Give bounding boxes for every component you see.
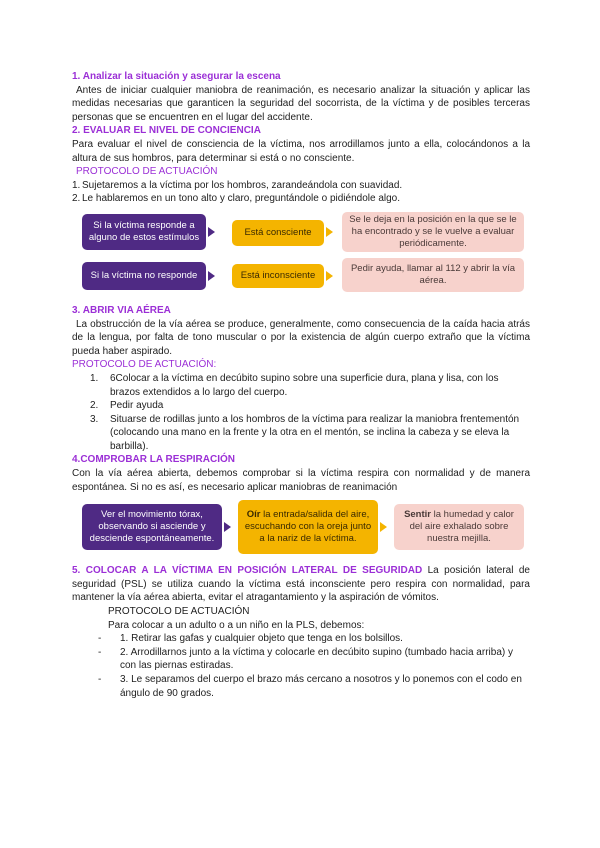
- see-box: Ver el movimiento tórax, observando si asciende y desciende espontáneamente.: [82, 504, 222, 550]
- list-item: [72, 372, 530, 399]
- section-5-steps: [72, 632, 530, 700]
- hear-box: [238, 500, 378, 554]
- section-5-protocol: PROTOCOLO DE ACTUACIÓN: [108, 606, 250, 618]
- step-text: Pedir ayuda: [110, 400, 164, 412]
- arrow-right-icon: [326, 271, 333, 281]
- flow-condition-box: Si la víctima no responde: [82, 262, 206, 290]
- step-text: Le hablaremos en un tono alto y claro, preguntándole o pidiéndole algo.: [82, 193, 401, 205]
- arrow-right-icon: [224, 522, 231, 532]
- section-2-protocol: PROTOCOLO DE ACTUACIÓN: [76, 166, 218, 178]
- feel-box: [394, 504, 524, 550]
- step-number: 1.: [72, 179, 81, 191]
- section-4-body: Con la vía aérea abierta, debemos comprobar si la víctima respira con normalidad y de manera espontánea. Si no es así, es necesario aplicar maniobras de reanimación: [72, 468, 530, 493]
- flow-action-box: Se le deja en la posición en la que se le ha encontrado y se le vuelve a evaluar periódicamente.: [342, 212, 524, 252]
- arrow-right-icon: [208, 271, 215, 281]
- step-number: 2.: [72, 193, 81, 205]
- list-item: [72, 646, 530, 673]
- step-text: 6Colocar a la víctima en decúbito supino sobre una superficie dura, plana y lisa, con los brazos extendidos a lo largo del cuerpo.: [110, 372, 499, 398]
- feel-label: Sentir: [404, 509, 431, 521]
- step-number: 3.: [90, 413, 99, 425]
- hear-label: Oír: [246, 509, 261, 521]
- step-bullet: -: [98, 646, 102, 658]
- flow-state-box: Está inconsciente: [232, 264, 324, 288]
- arrow-right-icon: [380, 522, 387, 532]
- section-3-body: La obstrucción de la vía aérea se produce, generalmente, como consecuencia de la caída hacia atrás de la lengua, por falta de tono muscular o por la existencia de algún cuerpo extraño que la víctima pueda haber aspirado.: [72, 318, 530, 357]
- step-bullet: -: [98, 674, 102, 685]
- section-2-steps: [72, 179, 530, 206]
- step-text: 3. Le separamos del cuerpo el brazo más cercano a nosotros y lo ponemos con el codo en ángulo de 90 grados.: [120, 674, 522, 699]
- flow-action-box: Pedir ayuda, llamar al 112 y abrir la vía aérea.: [342, 258, 524, 292]
- section-2-body: Para evaluar el nivel de consciencia de la víctima, nos arrodillamos junto a ella, colocándonos a la altura de sus hombros, para determinar si está o no consciente.: [72, 138, 530, 164]
- feel-text: la humedad y calor del aire exhalado sobre nuestra mejilla.: [409, 509, 514, 545]
- consciousness-flow-row-2: [72, 258, 530, 294]
- step-text: 2. Arrodillarnos junto a la víctima y colocarle en decúbito supino (tumbado hacia arriba) y con las piernas estiradas.: [120, 646, 513, 672]
- document-page: [72, 70, 530, 700]
- list-item: [72, 399, 530, 413]
- step-text: Situarse de rodillas junto a los hombros de la víctima para realizar la maniobra frentementón (colocando una mano en la frente y la otra en el mentón, se inclina la cabeza y se eleva la barbilla).: [110, 413, 520, 452]
- section-1-heading: 1. Analizar la situación y asegurar la escena: [72, 71, 281, 82]
- section-1-body: Antes de iniciar cualquier maniobra de reanimación, es necesario analizar la situación y aplicar las medidas necesarias que garanticen la seguridad del socorrista, de la víctima y de posibles terceras personas que se encuentren en el lugar del accidente.: [72, 84, 530, 123]
- section-5-paragraph: [72, 564, 530, 605]
- list-item: [72, 413, 530, 454]
- step-text: 1. Retirar las gafas y cualquier objeto que tenga en los bolsillos.: [120, 633, 403, 645]
- step-bullet: -: [98, 633, 102, 645]
- list-item: [72, 673, 530, 700]
- section-3-steps: [72, 372, 530, 454]
- section-5-body: La posición lateral de seguridad (PSL) se utiliza cuando la víctima está inconsciente pero respira con normalidad, para mantener la vía aérea abierta, evitar el atragantamiento y la aspiración de vómitos.: [72, 565, 530, 604]
- breathing-check-flow: [72, 500, 530, 556]
- step-number: 1.: [90, 372, 99, 384]
- hear-text: la entrada/salida del aire, escuchando con la oreja junto a la nariz de la víctima.: [244, 509, 372, 545]
- section-2-heading: 2. EVALUAR EL NIVEL DE CONCIENCIA: [72, 125, 261, 137]
- section-5-intro: Para colocar a un adulto o a un niño en la PLS, debemos:: [108, 619, 365, 631]
- section-5-heading: 5. COLOCAR A LA VÍCTIMA EN POSICIÓN LATERAL DE SEGURIDAD: [72, 565, 423, 577]
- list-item: [72, 179, 530, 193]
- flow-condition-box: Si la víctima responde a alguno de estos estímulos: [82, 214, 206, 250]
- flow-state-box: Está consciente: [232, 220, 324, 246]
- step-text: Sujetaremos a la víctima por los hombros, zarandeándola con suavidad.: [82, 179, 403, 191]
- consciousness-flow-row-1: [72, 212, 530, 254]
- section-4-heading: 4.COMPROBAR LA RESPIRACIÓN: [72, 454, 235, 466]
- arrow-right-icon: [326, 227, 333, 237]
- step-number: 2.: [90, 400, 99, 412]
- list-item: [72, 632, 530, 646]
- list-item: [72, 192, 530, 206]
- section-3-protocol: PROTOCOLO DE ACTUACIÓN:: [72, 359, 217, 371]
- arrow-right-icon: [208, 227, 215, 237]
- section-3-heading: 3. ABRIR VIA AÉREA: [72, 304, 171, 316]
